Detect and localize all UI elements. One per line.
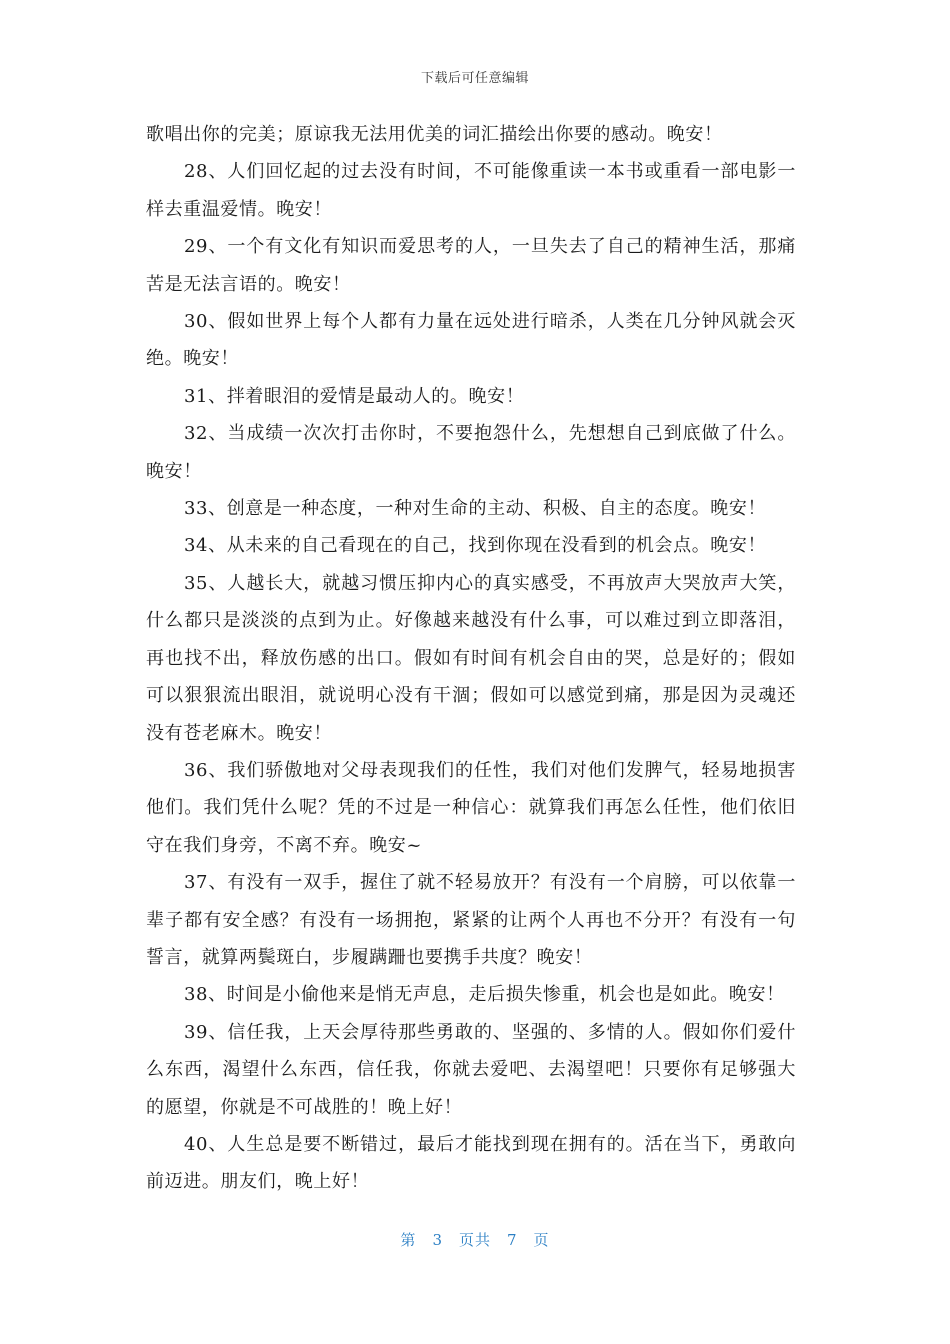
paragraph-37: 37、有没有一双手，握住了就不轻易放开？有没有一个肩膀，可以依靠一辈子都有安全感？有没有一场拥抱，紧紧的让两个人再也不分开？有没有一句誓言，就算两鬓斑白，步履蹒跚也要携手共度？晚安！ <box>146 872 796 968</box>
paragraph-continuation: 歌唱出你的完美；原谅我无法用优美的词汇描绘出你要的感动。晚安！ <box>146 124 723 145</box>
paragraph-32: 32、当成绩一次次打击你时，不要抱怨什么，先想想自己到底做了什么。晚安！ <box>146 423 796 482</box>
page-header: 下载后可任意编辑 <box>420 71 529 86</box>
total-pages-number: 7 <box>507 1231 518 1249</box>
paragraph-34: 34、从未来的自己看现在的自己，找到你现在没看到的机会点。晚安！ <box>184 535 767 557</box>
paragraph-38: 38、时间是小偷他来是悄无声息，走后损失惨重，机会也是如此。晚安！ <box>184 984 785 1006</box>
paragraph-31: 31、拌着眼泪的爱情是最动人的。晚安！ <box>184 385 525 407</box>
paragraph-40: 40、人生总是要不断错过，最后才能找到现在拥有的。活在当下，勇敢向前迈进。朋友们，晚上好！ <box>146 1133 796 1193</box>
paragraph-29: 29、一个有文化有知识而爱思考的人，一旦失去了自己的精神生活，那痛苦是无法言语的。晚安！ <box>146 236 796 295</box>
paragraph-33: 33、创意是一种态度，一种对生命的主动、积极、自主的态度。晚安！ <box>184 498 767 520</box>
paragraph-30: 30、假如世界上每个人都有力量在远处进行暗杀，人类在几分钟风就会灭绝。晚安！ <box>146 311 796 370</box>
paragraph-28: 28、人们回忆起的过去没有时间，不可能像重读一本书或重看一部电影一样去重温爱情。晚安！ <box>146 161 796 220</box>
footer-suffix: 页 <box>533 1231 550 1249</box>
page-footer <box>0 1229 950 1250</box>
current-page-number: 3 <box>432 1231 443 1249</box>
paragraph-39: 39、信任我，上天会厚待那些勇敢的、坚强的、多情的人。假如你们爱什么东西，渴望什么东西，信任我，你就去爱吧、去渴望吧！只要你有足够强大的愿望，你就是不可战胜的！晚上好！ <box>146 1021 796 1118</box>
document-body <box>146 116 796 1201</box>
paragraph-35: 35、人越长大，就越习惯压抑内心的真实感受，不再放声大哭放声大笑，什么都只是淡淡的点到为止。好像越来越没有什么事，可以难过到立即落泪，再也找不出，释放伤感的出口。假如有时间有机会自由的哭，总是好的；假如可以狠狠流出眼泪，就说明心没有干涸；假如可以感觉到痛，那是因为灵魂还没有苍老麻木。晚安！ <box>146 572 796 744</box>
paragraph-36: 36、我们骄傲地对父母表现我们的任性，我们对他们发脾气，轻易地损害他们。我们凭什么呢？凭的不过是一种信心：就算我们再怎么任性，他们依旧守在我们身旁，不离不弃。晚安~ <box>146 759 796 856</box>
footer-prefix: 第 <box>400 1231 417 1249</box>
footer-middle: 页共 <box>458 1231 491 1249</box>
